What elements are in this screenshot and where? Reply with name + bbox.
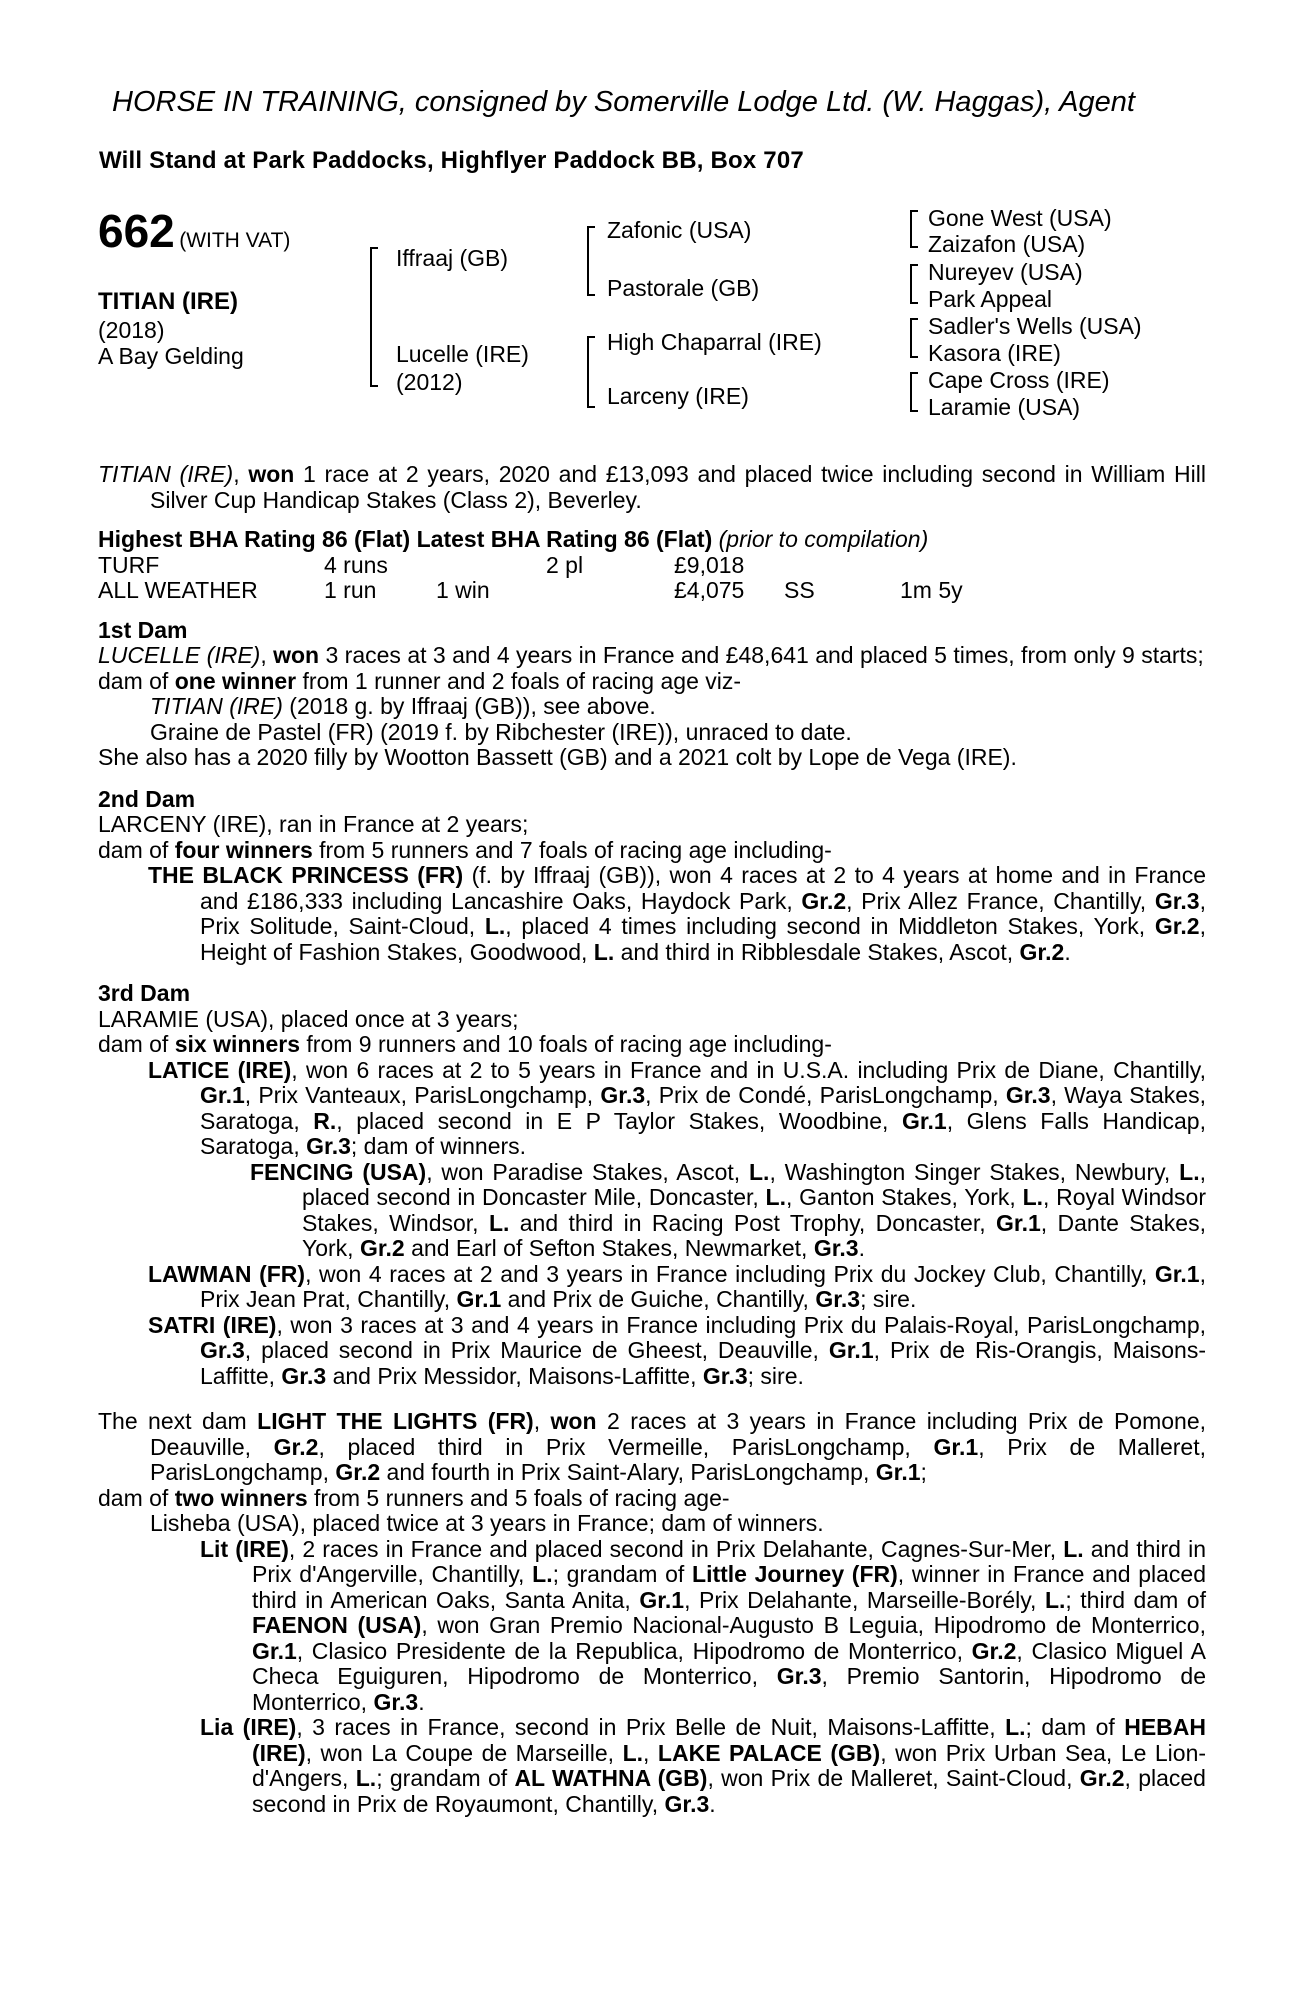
record-wins — [436, 553, 546, 579]
pedigree-g1: Gone West (USA) — [928, 205, 1112, 231]
third-dam-heading: 3rd Dam — [98, 980, 191, 1006]
pedigree-g6: Kasora (IRE) — [928, 340, 1061, 366]
stand-location: Will Stand at Park Paddocks, Highflyer Paddock BB, Box 707 — [99, 147, 804, 174]
record-surface: TURF — [98, 551, 160, 578]
third-dam-line: LARAMIE (USA), placed once at 3 years; — [98, 1005, 519, 1032]
vat-note: (WITH VAT) — [179, 229, 291, 252]
summary-text: 1 race at 2 years, 2020 and £13,093 and placed twice including second in William Hill Silver Cup Handicap Stakes (Class 2), Beverley. — [150, 461, 1206, 513]
pedigree-brace-g4 — [910, 372, 912, 412]
next-dam-produce-lit: Lit (IRE), 2 races in France and placed second in Prix Delahante, Cagnes-Sur-Mer, L. and third in Prix d'Angerville, Chantilly, L.; grandam of Little Journey (FR), winner in France and placed third in American Oaks, Santa Anita, Gr.1, Prix Delahante, Marseille-Borély, L.; third dam of FAENON (USA), won Gran Premio Nacional-Augusto B Leguia, Hipodromo de Monterrico, Gr.1, Clasico Presidente de la Republica, Hipodromo de Monterrico, Gr.2, Clasico Miguel A Checa Eguiguren, Hipodromo de Monterrico, Gr.3, Premio Santorin, Hipodromo de Monterrico, Gr.3. — [200, 1535, 1207, 1715]
third-dam-produce-lawman: LAWMAN (FR), won 4 races at 2 and 3 years in France including Prix du Jockey Club, Chantilly, Gr.1, Prix Jean Prat, Chantilly, Gr.1 and Prix de Guiche, Chantilly, Gr.3; sire. — [148, 1260, 1206, 1312]
next-dam-produce-lia: Lia (IRE), 3 races in France, second in Prix Belle de Nuit, Maisons-Laffitte, L.; dam of HEBAH (IRE), won La Coupe de Marseille, L., LAKE PALACE (GB), won Prix Urban Sea, Le Lion-d'Angers, L.; grandam of AL WATHNA (GB), won Prix de Malleret, Saint-Cloud, Gr.2, placed second in Prix de Royaumont, Chantilly, Gr.3. — [200, 1714, 1207, 1817]
catalogue-body — [98, 462, 1206, 1817]
race-summary: TITIAN (IRE), won 1 race at 2 years, 2020 and £13,093 and placed twice including second in William Hill Silver Cup Handicap Stakes (Class 2), Beverley. — [98, 461, 1206, 513]
record-runs: 4 runs — [324, 551, 388, 578]
lot-number: 662 — [98, 205, 175, 257]
pedigree-brace-sire — [587, 226, 589, 296]
pedigree-sire-dam: Pastorale (GB) — [607, 275, 760, 301]
rating-heading: Highest BHA Rating 86 (Flat) Latest BHA Rating 86 (Flat) — [98, 526, 713, 552]
record-prize: £9,018 — [674, 551, 745, 578]
pedigree-brace-g2 — [910, 264, 912, 304]
rating-note: (prior to compilation) — [718, 526, 929, 552]
pedigree-g3: Nureyev (USA) — [928, 259, 1083, 285]
record-code: SS — [784, 577, 815, 603]
record-code — [784, 553, 900, 579]
pedigree-g5: Sadler's Wells (USA) — [928, 313, 1142, 339]
summary-horse-name: TITIAN (IRE) — [98, 461, 234, 487]
third-dam-produce-line: dam of six winners from 9 runners and 10 foals of racing age including- — [98, 1031, 832, 1057]
pedigree-dam: Lucelle (IRE) — [396, 341, 529, 367]
first-dam-name: LUCELLE (IRE) — [98, 642, 261, 668]
first-dam-produce-2: Graine de Pastel (FR) (2019 f. by Ribchester (IRE)), unraced to date. — [150, 718, 852, 745]
record-wins: 1 win — [436, 577, 490, 603]
record-distance — [900, 553, 963, 579]
lot-block — [98, 204, 290, 258]
next-dam-produce-lisheba: Lisheba (USA), placed twice at 3 years in France; dam of winners. — [150, 1510, 824, 1536]
record-placed: 2 pl — [546, 551, 584, 578]
record-row-turf — [98, 553, 963, 579]
pedigree-sire: Iffraaj (GB) — [396, 245, 509, 271]
catalogue-heading: HORSE IN TRAINING, consigned by Somerville Lodge Ltd. (W. Haggas), Agent — [112, 86, 1135, 118]
race-record-table — [98, 553, 963, 604]
pedigree-dam-year: (2012) — [396, 369, 463, 395]
pedigree-brace-main — [370, 247, 372, 387]
record-runs: 1 run — [324, 577, 377, 603]
horse-name: TITIAN (IRE) — [98, 288, 238, 315]
third-dam-produce-satri: SATRI (IRE), won 3 races at 3 and 4 years in France including Prix du Palais-Royal, ParisLongchamp, Gr.3, placed second in Prix Maurice de Gheest, Deauville, Gr.1, Prix de Ris-Orangis, Maisons-Laffitte, Gr.3 and Prix Messidor, Maisons-Laffitte, Gr.3; sire. — [148, 1311, 1207, 1389]
record-prize: £4,075 — [674, 577, 745, 603]
third-dam-produce-latice: LATICE (IRE), won 6 races at 2 to 5 years in France and in U.S.A. including Prix de Diane, Chantilly, Gr.1, Prix Vanteaux, ParisLongchamp, Gr.3, Prix de Condé, ParisLongchamp, Gr.3, Waya Stakes, Saratoga, R., placed second in E P Taylor Stakes, Woodbine, Gr.1, Glens Falls Handicap, Saratoga, Gr.3; dam of winners. — [148, 1056, 1206, 1159]
first-dam-heading: 1st Dam — [98, 616, 188, 643]
next-dam-line: The next dam LIGHT THE LIGHTS (FR), won 2 races at 3 years in France including Prix de Pomone, Deauville, Gr.2, placed third in Prix Vermeille, ParisLongchamp, Gr.1, Prix de Malleret, ParisLongchamp, Gr.2 and fourth in Prix Saint-Alary, ParisLongchamp, Gr.1; — [98, 1408, 1207, 1485]
second-dam-heading: 2nd Dam — [98, 785, 196, 812]
first-dam-produce-1: TITIAN (IRE) (2018 g. by Iffraaj (GB)), see above. — [150, 693, 656, 719]
pedigree-dam-sire: High Chaparral (IRE) — [607, 329, 822, 355]
record-distance: 1m 5y — [900, 577, 963, 603]
summary-won: won — [248, 461, 295, 487]
horse-description: A Bay Gelding — [98, 343, 244, 369]
record-placed — [546, 578, 674, 604]
third-dam-produce-fencing: FENCING (USA), won Paradise Stakes, Ascot, L., Washington Singer Stakes, Newbury, L., placed second in Doncaster Mile, Doncaster, L., Ganton Stakes, York, L., Royal Windsor Stakes, Windsor, L. and third in Racing Post Trophy, Doncaster, Gr.1, Dante Stakes, York, Gr.2 and Earl of Sefton Stakes, Newmarket, Gr.3. — [250, 1158, 1207, 1261]
record-surface: ALL WEATHER — [98, 577, 258, 603]
rating-line — [98, 527, 1206, 553]
second-dam-line: LARCENY (IRE), ran in France at 2 years; — [98, 811, 529, 837]
pedigree-g7: Cape Cross (IRE) — [928, 367, 1110, 393]
pedigree-brace-dam — [587, 336, 589, 408]
first-dam-note: She also has a 2020 filly by Wootton Bassett (GB) and a 2021 colt by Lope de Vega (IRE). — [98, 744, 1017, 770]
pedigree-dam-dam: Larceny (IRE) — [607, 383, 749, 409]
first-dam-produce-line: dam of one winner from 1 runner and 2 foals of racing age viz- — [98, 667, 742, 694]
record-row-all-weather — [98, 578, 963, 604]
pedigree-g2: Zaizafon (USA) — [928, 231, 1086, 257]
next-dam-produce-line: dam of two winners from 5 runners and 5 foals of racing age- — [98, 1484, 730, 1511]
pedigree-g4: Park Appeal — [928, 286, 1053, 312]
second-dam-produce-line: dam of four winners from 5 runners and 7 foals of racing age including- — [98, 836, 832, 863]
pedigree-brace-g3 — [910, 318, 912, 358]
horse-year: (2018) — [98, 317, 165, 343]
second-dam-produce-1: THE BLACK PRINCESS (FR) (f. by Iffraaj (GB)), won 4 races at 2 to 4 years at home and in France and £186,333 including Lancashire Oaks, Haydock Park, Gr.2, Prix Allez France, Chantilly, Gr.3, Prix Solitude, Saint-Cloud, L., placed 4 times including second in Middleton Stakes, York, Gr.2, Height of Fashion Stakes, Goodwood, L. and third in Ribblesdale Stakes, Ascot, Gr.2. — [148, 862, 1206, 965]
pedigree-brace-g1 — [910, 210, 912, 248]
pedigree-sire-sire: Zafonic (USA) — [607, 217, 752, 243]
first-dam-line: LUCELLE (IRE), won 3 races at 3 and 4 years in France and £48,641 and placed 5 times, from only 9 starts; — [98, 642, 1204, 668]
pedigree-g8: Laramie (USA) — [928, 394, 1081, 420]
